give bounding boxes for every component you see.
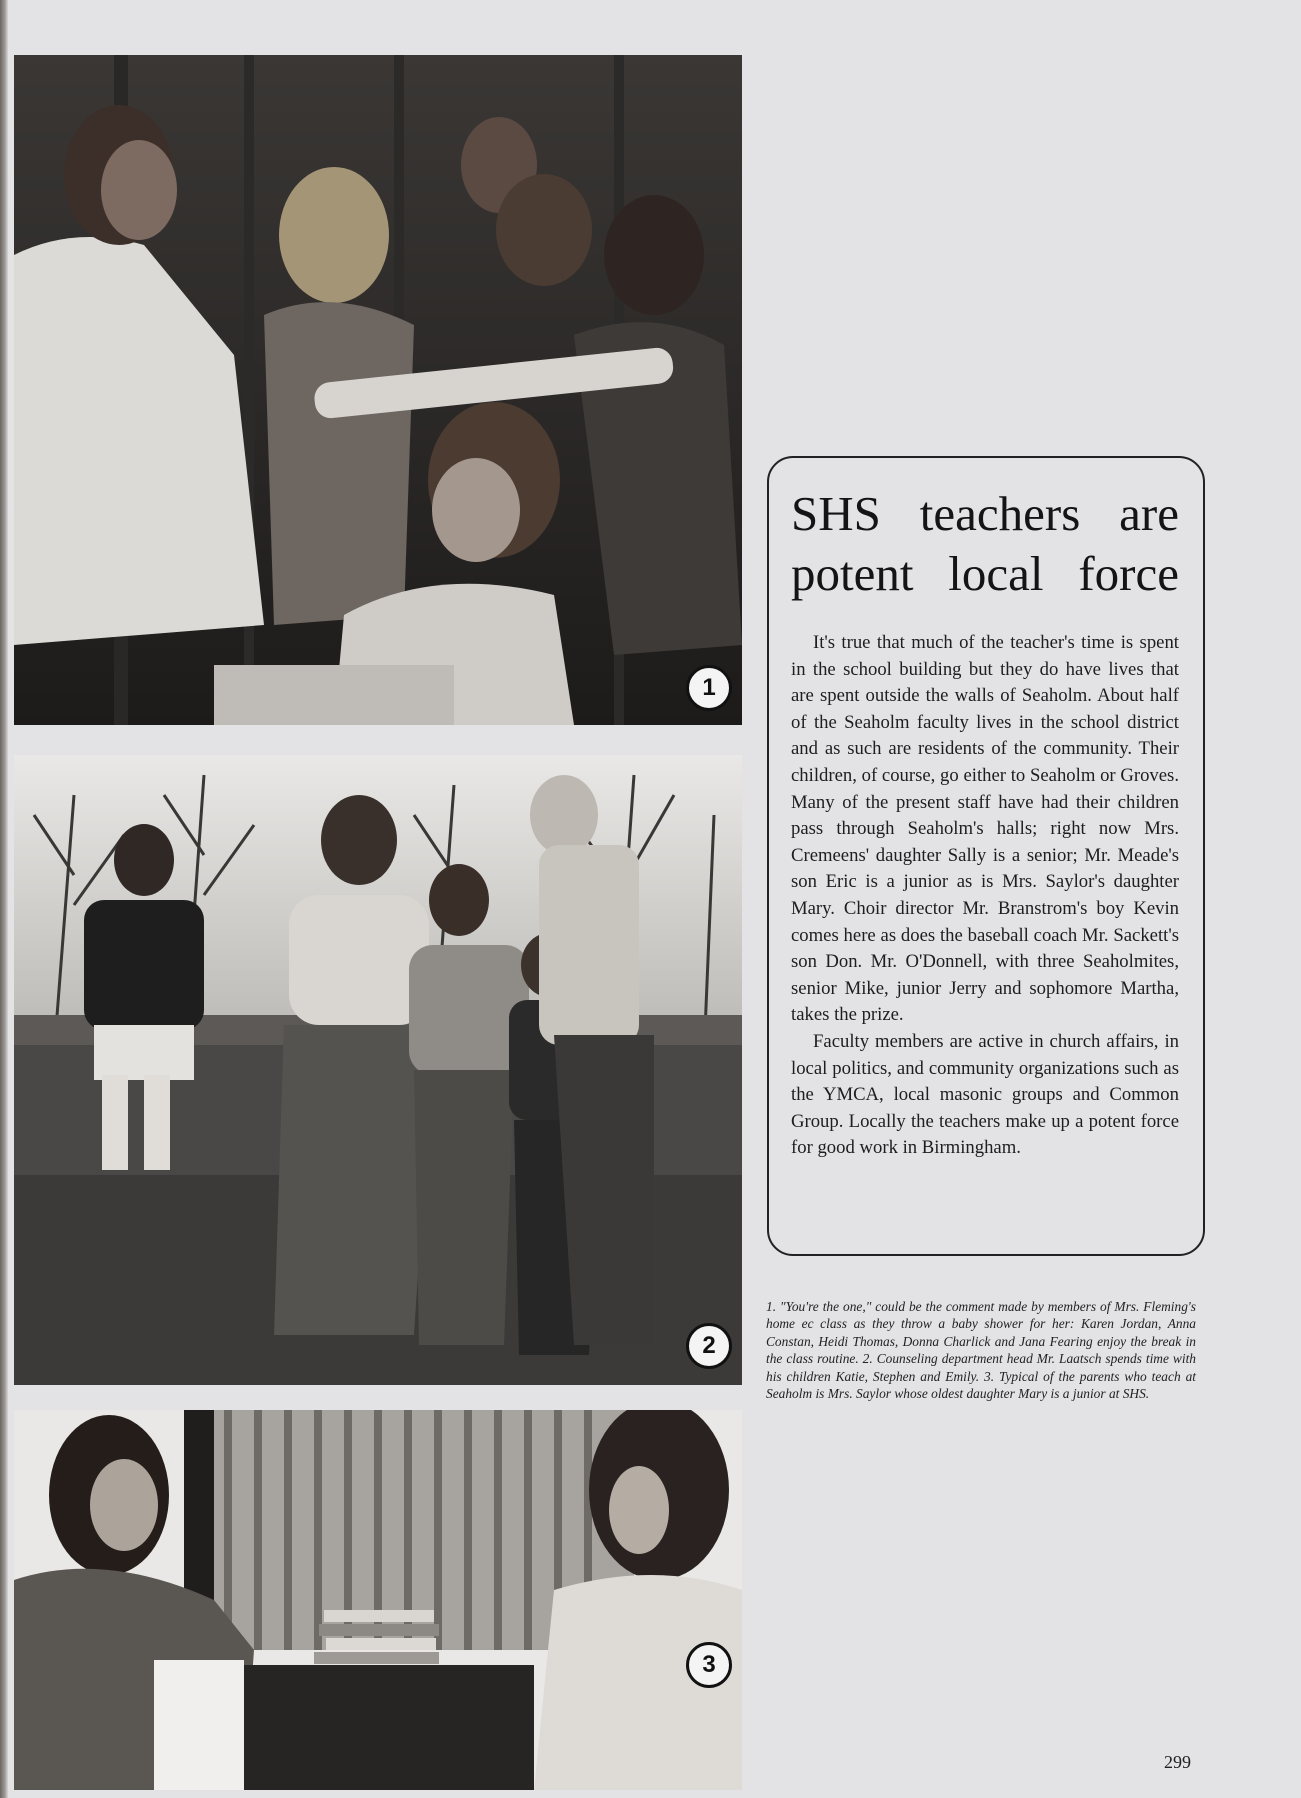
photo-counselor-family xyxy=(14,755,742,1385)
photo-baby-shower xyxy=(14,55,742,725)
photo-baby-shower-image xyxy=(14,55,742,725)
photo-number-badge: 2 xyxy=(686,1323,732,1369)
article-paragraph: It's true that much of the teacher's time is spent in the school building but they do have lives that are spent outside the walls of Seaholm. About half of the Seaholm faculty lives in the school district and as such are residents of the community. Their children, of course, go either to Seaholm or Groves. Many of the present staff have had their children pass through Seaholm's halls; right now Mrs. Cremeens' daughter Sally is a senior; Mr. Meade's son Eric is a junior as is Mrs. Saylor's daughter Mary. Choir director Mr. Branstrom's boy Kevin comes here as does the baseball coach Mr. Sackett's son Don. Mr. O'Donnell, with three Seaholmites, senior Mike, junior Jerry and sophomore Martha, takes the prize. xyxy=(791,632,1179,1026)
photo-caption: 1. "You're the one," could be the comment made by members of Mrs. Fleming's home ec class as they throw a baby shower for her: Karen Jordan, Anna Constan, Heidi Thomas, Donna Charlick and Jana Fearing enjoy the break in the class routine. 2. Counseling department head Mr. Laatsch spends time with his children Katie, Stephen and Emily. 3. Typical of the parents who teach at Seaholm is Mrs. Saylor whose oldest daughter Mary is a junior at SHS. xyxy=(766,1299,1196,1402)
photo-number-badge: 1 xyxy=(686,665,732,711)
article-paragraph: Faculty members are active in church affairs, in local politics, and community organizations such as the YMCA, local masonic groups and Common Group. Locally the teachers make up a potent force for good work in Birmingham. xyxy=(791,1030,1179,1159)
photo-mother-daughter xyxy=(14,1410,742,1790)
headline-line: SHS teachers are xyxy=(791,486,1179,541)
photo-mother-daughter-image xyxy=(14,1410,742,1790)
page-binding-edge xyxy=(0,0,8,1798)
article-headline xyxy=(791,484,1179,604)
article-body xyxy=(791,630,1179,1162)
photo-number-badge: 3 xyxy=(686,1642,732,1688)
photo-counselor-family-image xyxy=(14,755,742,1385)
headline-line: potent local force xyxy=(791,546,1179,601)
article-box xyxy=(767,456,1205,1256)
page-number: 299 xyxy=(1164,1752,1191,1772)
